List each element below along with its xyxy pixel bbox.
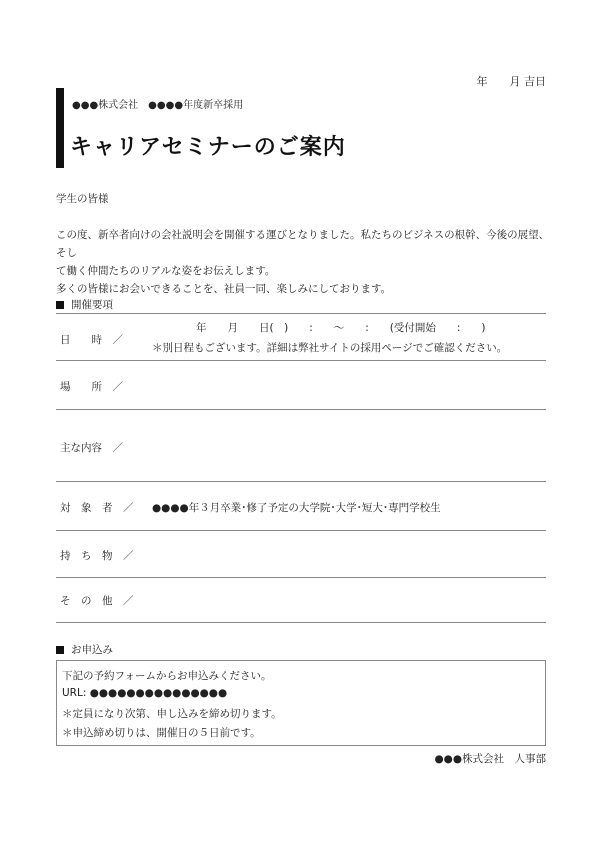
detail-row-other [56, 578, 546, 623]
detail-note: ＊別日程もございます。詳細は弊社サイトの採用ページでご確認ください。 [152, 342, 508, 354]
company-recruiting-line: ●●●株式会社 ●●●●年度新卒採用 [72, 100, 244, 111]
application-note-deadline: ＊申込締め切りは、開催日の５日前です。 [62, 727, 261, 739]
detail-value: 年 月 日( ) : 〜 : (受付開始 : ) [196, 322, 486, 334]
detail-label: そ の 他 ／ [60, 595, 134, 607]
intro-paragraph [56, 226, 552, 298]
footer-signature: ●●●株式会社 人事部 [434, 753, 546, 765]
details-heading-text: 開催要項 [71, 299, 113, 311]
intro-line-2: て働く仲間たちのリアルな姿をお伝えします。 [56, 265, 276, 277]
detail-row-datetime [56, 313, 546, 361]
details-heading [56, 297, 113, 312]
detail-row-items [56, 531, 546, 578]
page-title: キャリアセミナーのご案内 [70, 135, 346, 160]
title-accent-bar [56, 88, 64, 168]
detail-row-content [56, 410, 546, 482]
detail-label: 場 所 ／ [60, 381, 123, 393]
greeting: 学生の皆様 [56, 193, 109, 205]
detail-label: 持 ち 物 ／ [60, 550, 134, 562]
application-heading-text: お申込み [71, 644, 113, 656]
detail-row-venue [56, 361, 546, 410]
issue-date: 年 月 吉日 [476, 75, 546, 88]
square-bullet-icon [56, 646, 64, 654]
application-note-capacity: ＊定員になり次第、申し込みを締め切ります。 [62, 708, 282, 720]
detail-row-eligibility [56, 482, 546, 531]
detail-label: 主な内容 ／ [60, 442, 123, 454]
detail-label: 日 時 ／ [60, 334, 123, 346]
details-table [56, 313, 546, 623]
intro-line-1: この度、新卒者向けの会社説明会を開催する運びとなりました。私たちのビジネスの根幹、今後の展望、そし [56, 229, 550, 259]
intro-line-3: 多くの皆様にお会いできることを、社員一同、楽しみにしております。 [56, 283, 392, 295]
application-url: URL: ●●●●●●●●●●●●●●● [62, 687, 228, 699]
detail-value: ●●●●年３月卒業･修了予定の大学院･大学･短大･専門学校生 [152, 502, 441, 514]
square-bullet-icon [56, 301, 64, 309]
application-box [56, 660, 546, 746]
application-heading [56, 642, 113, 657]
application-instruction: 下記の予約フォームからお申込みください。 [62, 670, 272, 682]
detail-label: 対 象 者 ／ [60, 502, 134, 514]
